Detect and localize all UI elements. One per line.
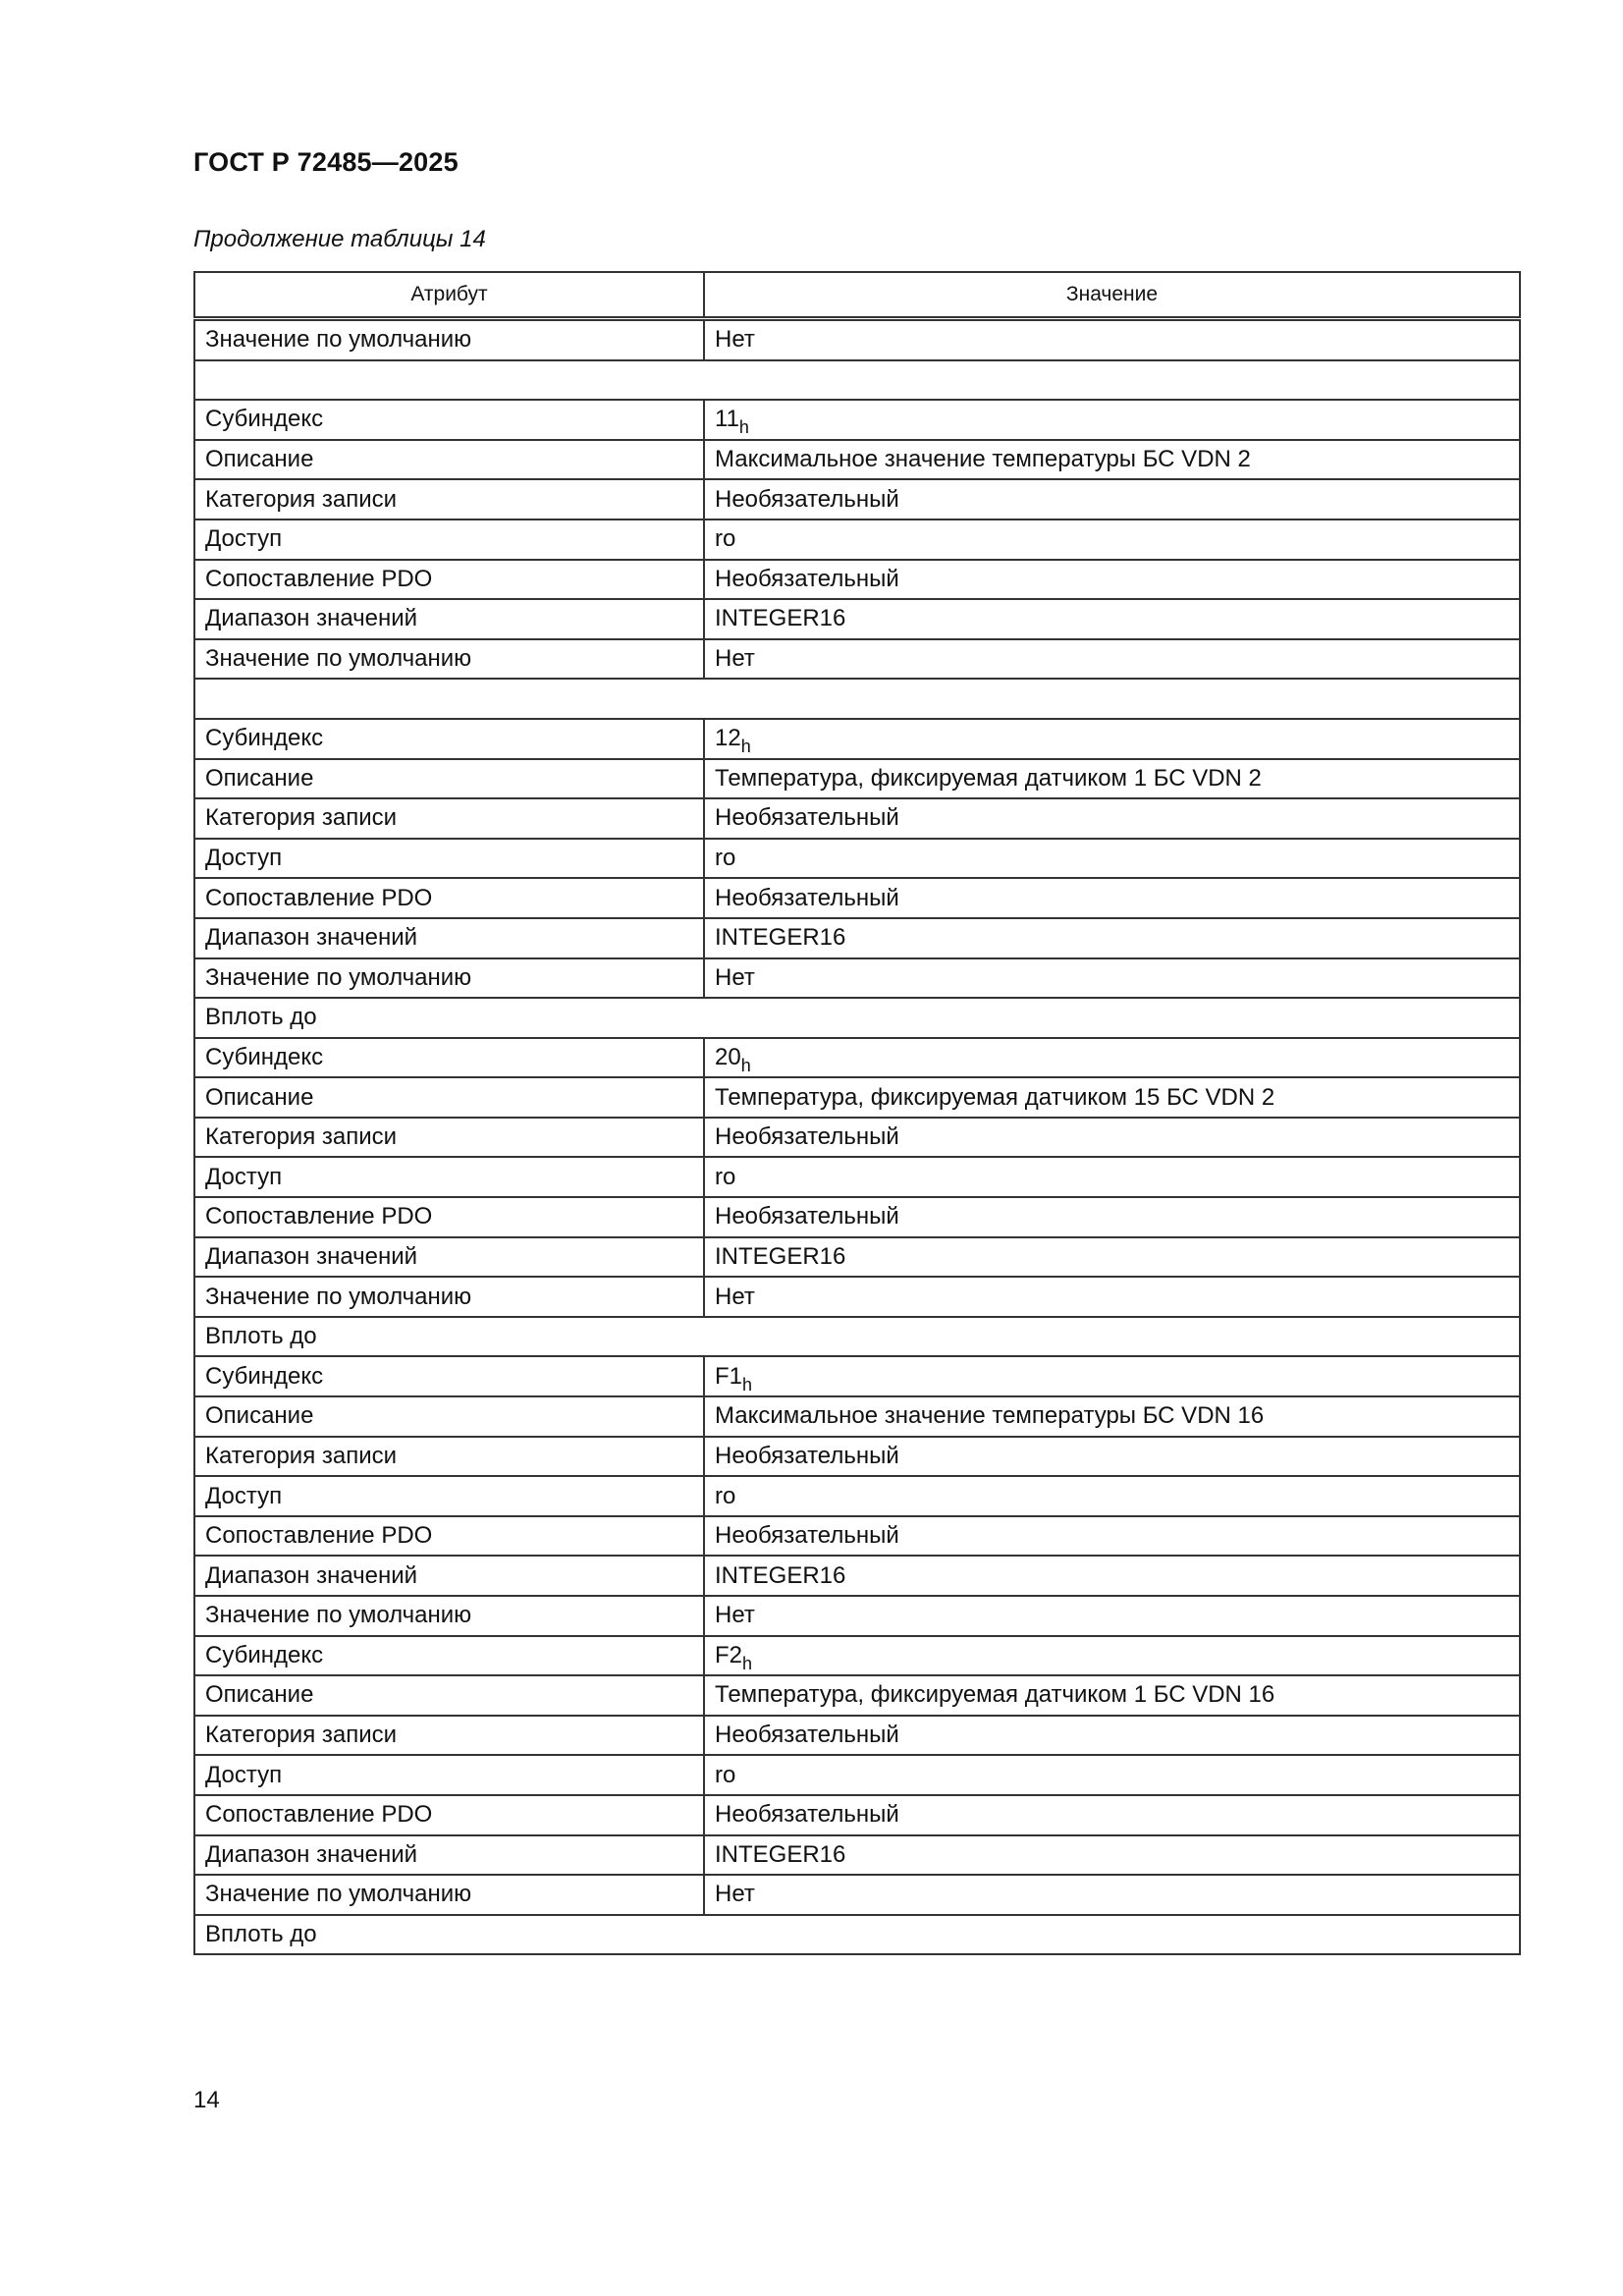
attribute-cell: Значение по умолчанию: [194, 958, 704, 999]
value-cell: [704, 1875, 1520, 1915]
value-cell: [704, 1197, 1520, 1237]
attribute-cell: Значение по умолчанию: [194, 1277, 704, 1317]
value-text: Нет: [715, 1881, 755, 1908]
value-text: INTEGER16: [715, 605, 846, 632]
attribute-table: [193, 271, 1521, 1955]
value-cell: [704, 479, 1520, 519]
table-row: [194, 679, 1520, 719]
table-row: [194, 1835, 1520, 1876]
table-row: [194, 1237, 1520, 1278]
value-text: Необязательный: [715, 804, 899, 832]
table-row: [194, 599, 1520, 639]
value-cell: [704, 1077, 1520, 1118]
table-row: [194, 1716, 1520, 1756]
attribute-cell: Доступ: [194, 1755, 704, 1795]
table-row: [194, 1077, 1520, 1118]
table-row: [194, 1317, 1520, 1357]
document-code: ГОСТ Р 72485—2025: [193, 147, 459, 177]
attribute-cell: Категория записи: [194, 1118, 704, 1158]
table-row: [194, 719, 1520, 759]
attribute-cell: Субиндекс: [194, 1636, 704, 1676]
continuation-cell: Вплоть до: [194, 998, 1520, 1038]
attribute-cell: Категория записи: [194, 1716, 704, 1756]
attribute-cell: Категория записи: [194, 479, 704, 519]
value-cell: [704, 759, 1520, 799]
attribute-cell: Категория записи: [194, 798, 704, 839]
value-text: Нет: [715, 1283, 755, 1310]
attribute-cell: Значение по умолчанию: [194, 1875, 704, 1915]
value-cell: [704, 839, 1520, 879]
value-text: INTEGER16: [715, 1242, 846, 1270]
attribute-cell: Диапазон значений: [194, 1556, 704, 1596]
attribute-cell: Описание: [194, 440, 704, 480]
value-cell: [704, 1237, 1520, 1278]
value-cell: [704, 1675, 1520, 1716]
hex-suffix: h: [740, 737, 751, 757]
value-cell: [704, 639, 1520, 680]
value-text: Нет: [715, 1602, 755, 1629]
value-text: Температура, фиксируемая датчиком 1 БС VDN 16: [715, 1681, 1275, 1709]
table-row: [194, 1277, 1520, 1317]
value-cell: [704, 1716, 1520, 1756]
value-cell: [704, 1835, 1520, 1876]
table-row: [194, 319, 1520, 360]
value-cell: [704, 1118, 1520, 1158]
attribute-cell: Значение по умолчанию: [194, 319, 704, 360]
value-cell: [704, 719, 1520, 759]
value-text: Температура, фиксируемая датчиком 1 БС VDN 2: [715, 764, 1262, 792]
value-text: 11: [715, 406, 739, 433]
table-row: [194, 560, 1520, 600]
value-cell: [704, 1476, 1520, 1516]
attribute-cell: Категория записи: [194, 1437, 704, 1477]
table-row: [194, 1556, 1520, 1596]
attribute-cell: Сопоставление PDO: [194, 1516, 704, 1557]
value-cell: [704, 1636, 1520, 1676]
table-caption: Продолжение таблицы 14: [193, 226, 486, 252]
hex-suffix: h: [742, 1374, 753, 1394]
table-row: [194, 1875, 1520, 1915]
value-text: Необязательный: [715, 1522, 899, 1550]
attribute-cell: Субиндекс: [194, 1038, 704, 1078]
value-text: Нет: [715, 963, 755, 991]
table-row: [194, 1118, 1520, 1158]
table-row: [194, 400, 1520, 440]
table-header-row: [194, 272, 1520, 319]
continuation-cell: Вплоть до: [194, 1317, 1520, 1357]
value-text: Нет: [715, 326, 755, 354]
attribute-cell: Диапазон значений: [194, 599, 704, 639]
value-cell: [704, 1277, 1520, 1317]
attribute-cell: Доступ: [194, 1157, 704, 1197]
value-text: Необязательный: [715, 1203, 899, 1230]
value-text: ro: [715, 1163, 736, 1190]
value-text: ro: [715, 845, 736, 872]
value-text: F2: [715, 1641, 743, 1668]
value-text: INTEGER16: [715, 1561, 846, 1589]
table-row: [194, 1516, 1520, 1557]
value-cell: [704, 400, 1520, 440]
value-text: Необязательный: [715, 485, 899, 513]
attribute-cell: Субиндекс: [194, 719, 704, 759]
value-text: Необязательный: [715, 565, 899, 592]
table-row: [194, 1476, 1520, 1516]
value-text: Максимальное значение температуры БС VDN 16: [715, 1402, 1265, 1430]
hex-suffix: h: [738, 417, 749, 438]
table-row: [194, 440, 1520, 480]
value-cell: [704, 1356, 1520, 1396]
page-number: 14: [193, 2087, 220, 2113]
value-text: ro: [715, 525, 736, 553]
value-text: Температура, фиксируемая датчиком 15 БС VDN 2: [715, 1083, 1275, 1111]
table-row: [194, 998, 1520, 1038]
value-text: Максимальное значение температуры БС VDN 2: [715, 446, 1251, 473]
value-text: INTEGER16: [715, 924, 846, 952]
empty-separator-cell: [194, 360, 1520, 401]
attribute-cell: Доступ: [194, 1476, 704, 1516]
table-row: [194, 479, 1520, 519]
attribute-cell: Субиндекс: [194, 1356, 704, 1396]
attribute-cell: Доступ: [194, 839, 704, 879]
value-cell: [704, 1596, 1520, 1636]
column-header-value: Значение: [704, 272, 1520, 319]
value-text: Необязательный: [715, 1442, 899, 1469]
value-text: ro: [715, 1482, 736, 1509]
table-row: [194, 878, 1520, 918]
table-row: [194, 1396, 1520, 1437]
attribute-cell: Субиндекс: [194, 400, 704, 440]
value-text: 20: [715, 1043, 741, 1070]
value-cell: [704, 319, 1520, 360]
table-row: [194, 639, 1520, 680]
column-header-attribute: Атрибут: [194, 272, 704, 319]
value-text: INTEGER16: [715, 1840, 846, 1868]
value-text: Необязательный: [715, 1722, 899, 1749]
value-cell: [704, 798, 1520, 839]
table-row: [194, 839, 1520, 879]
attribute-cell: Диапазон значений: [194, 1835, 704, 1876]
table-row: [194, 360, 1520, 401]
table-row: [194, 1596, 1520, 1636]
value-cell: [704, 599, 1520, 639]
table-row: [194, 1437, 1520, 1477]
value-cell: [704, 1437, 1520, 1477]
table-row: [194, 918, 1520, 958]
empty-separator-cell: [194, 679, 1520, 719]
attribute-cell: Диапазон значений: [194, 918, 704, 958]
value-text: Необязательный: [715, 884, 899, 911]
table-row: [194, 958, 1520, 999]
attribute-cell: Описание: [194, 1396, 704, 1437]
value-text: 12: [715, 725, 741, 752]
attribute-cell: Сопоставление PDO: [194, 560, 704, 600]
table-row: [194, 1356, 1520, 1396]
hex-suffix: h: [742, 1653, 753, 1673]
value-cell: [704, 878, 1520, 918]
value-text: Нет: [715, 645, 755, 673]
table-row: [194, 1675, 1520, 1716]
value-cell: [704, 1556, 1520, 1596]
hex-suffix: h: [740, 1055, 751, 1075]
value-text: Необязательный: [715, 1801, 899, 1829]
value-cell: [704, 440, 1520, 480]
value-cell: [704, 1516, 1520, 1557]
value-cell: [704, 1755, 1520, 1795]
table-row: [194, 1197, 1520, 1237]
attribute-cell: Диапазон значений: [194, 1237, 704, 1278]
value-cell: [704, 1038, 1520, 1078]
table-body: [194, 319, 1520, 1955]
table-row: [194, 798, 1520, 839]
value-text: Необязательный: [715, 1123, 899, 1151]
attribute-cell: Описание: [194, 759, 704, 799]
attribute-cell: Описание: [194, 1675, 704, 1716]
value-text: ro: [715, 1761, 736, 1788]
value-text: F1: [715, 1362, 743, 1390]
table-row: [194, 759, 1520, 799]
value-cell: [704, 519, 1520, 560]
continuation-cell: Вплоть до: [194, 1915, 1520, 1955]
value-cell: [704, 1795, 1520, 1835]
value-cell: [704, 560, 1520, 600]
table-row: [194, 1915, 1520, 1955]
attribute-cell: Сопоставление PDO: [194, 1197, 704, 1237]
attribute-cell: Сопоставление PDO: [194, 878, 704, 918]
value-cell: [704, 1396, 1520, 1437]
table-row: [194, 1636, 1520, 1676]
value-cell: [704, 958, 1520, 999]
table-row: [194, 1795, 1520, 1835]
value-cell: [704, 1157, 1520, 1197]
table-row: [194, 1038, 1520, 1078]
attribute-cell: Описание: [194, 1077, 704, 1118]
attribute-cell: Значение по умолчанию: [194, 639, 704, 680]
value-cell: [704, 918, 1520, 958]
table-row: [194, 1755, 1520, 1795]
attribute-cell: Значение по умолчанию: [194, 1596, 704, 1636]
table-row: [194, 519, 1520, 560]
attribute-cell: Доступ: [194, 519, 704, 560]
table-row: [194, 1157, 1520, 1197]
attribute-cell: Сопоставление PDO: [194, 1795, 704, 1835]
